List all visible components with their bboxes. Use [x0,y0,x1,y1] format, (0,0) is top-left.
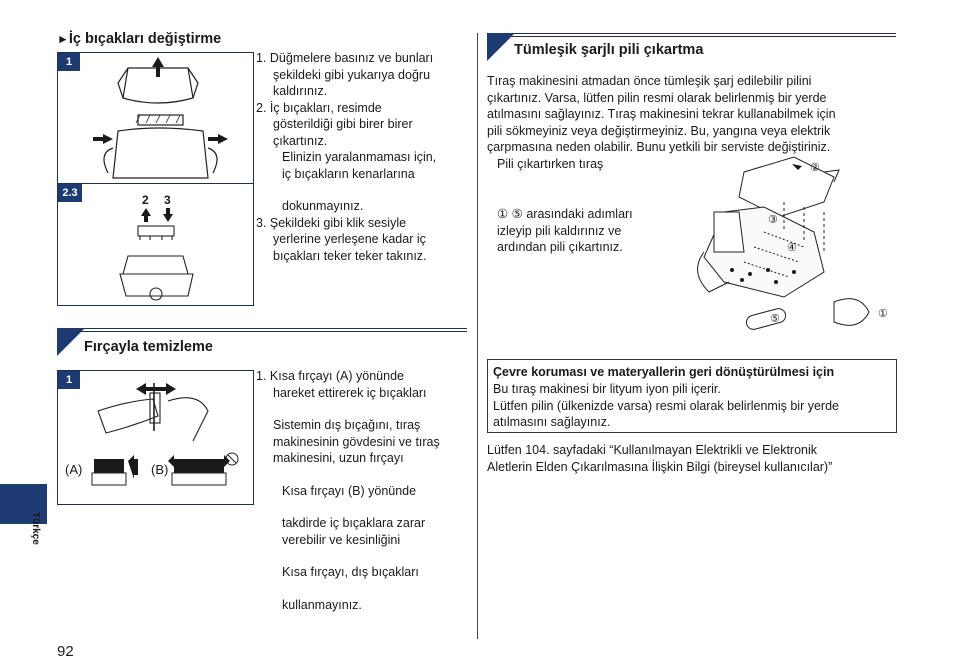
step-line: hareket ettirerek iç bıçakları [273,385,427,400]
step-line: Kısa fırçayı (B) yönünde [282,483,417,498]
section-title: İç bıçakları değiştirme [68,31,222,47]
callout-3: ③ [768,214,778,226]
figure-badge: 1 [58,53,80,71]
step-line: kaldırınız. [273,84,328,98]
section-title-battery: Tümleşik şarjlı pili çıkartma [514,42,704,58]
figure-badge: 2.3 [58,184,82,202]
para-line: çıkartınız. Varsa, lütfen pilin resmi olarak belirlenmiş bir yerde [487,90,827,105]
step-line: bıçakları teker teker takınız. [273,248,427,263]
figure-panel-brush [57,370,254,505]
callout-2: ② [810,162,820,174]
figure-label-3: 3 [164,193,171,207]
env-box-title: Çevre koruması ve materyallerin geri dönüştürülmesi için [493,365,835,379]
page-number: 92 [57,643,74,660]
heading-triangle [57,328,85,356]
step-line: kullanmayınız. [282,597,362,612]
label-a: (A) [65,462,83,477]
step-line: çıkartınız. [273,133,328,148]
step-line: Sistemin dış bıçağını, tıraş [273,418,421,432]
para-line: pili sökmeyiniz veya değiştirmeyiniz. Bu, yangına veya elektrik [487,123,831,138]
env-line: Lütfen pilin (ülkenizde varsa) resmi olarak belirlenmiş bir yerde [493,398,839,413]
language-label: Türkçe [30,512,41,545]
step-line: 1. Düğmelere basınız ve bunları [256,51,434,65]
battery-step-text [497,206,677,256]
figure-panel-1 [57,52,254,185]
step-line: yerlerine yerleşene kadar iç [273,232,426,246]
step-line: şekildeki gibi yukarıya doğru [273,67,431,82]
step-line: izleyip pili kaldırınız ve [497,223,622,238]
footer-note [487,442,897,475]
shaver-head-lift-illustration [58,53,253,184]
step-line: dokunmayınız. [282,199,364,213]
brush-cleaning-steps [256,368,471,613]
note-line: Lütfen 104. sayfadaki “Kullanılmayan Elektrikli ve Elektronik [487,443,818,457]
figure-label-2: 2 [142,193,149,207]
callout-4: ④ [787,242,797,254]
heading-rule [487,36,896,37]
heading-rule [487,33,896,34]
step-line: takdirde iç bıçaklara zarar [282,516,426,530]
label-b: (B) [151,462,169,477]
note-line: Aletlerin Elden Çıkarılmasına İlişkin Bilgi (bireysel kullanıcılar)” [487,459,833,474]
step-line: Elinizin yaralanmaması için, [282,150,437,164]
step-line: verebilir ve kesinliğini [282,532,401,547]
environment-info-box [487,359,897,433]
blade-replace-steps [256,50,471,264]
figure-badge: 1 [58,371,80,389]
figure-panel-2-3 [57,183,254,306]
step-line: 3. Şekildeki gibi klik sesiyle [256,215,407,230]
step-line: iç bıçakların kenarlarına [282,166,415,181]
section-title-brush: Fırçayla temizleme [84,339,213,355]
step-line: Kısa fırçayı, dış bıçakları [282,565,419,579]
heading-rule [57,328,467,329]
brush-cleaning-illustration [58,371,253,504]
para-line: atılmasını sağlayınız. Tıraş makinesini tekrar kullanabilmek için [487,107,836,121]
column-divider [477,33,478,639]
step-line: ① ⑤ arasındaki adımları [497,207,633,221]
step-line: 1. Kısa fırçayı (A) yönünde [256,369,404,383]
env-line: atılmasını sağlayınız. [493,415,611,429]
step-line: gösterildiği gibi birer birer [273,117,413,131]
para-line: çarpmasına neden olabilir. Bunu yetkili bir serviste değiştiriniz. [487,140,831,154]
para-line: Tıraş makinesini atmadan önce tümleşik şarj edilebilir pilini [487,74,812,88]
step-line: ardından pili çıkartınız. [497,240,623,254]
callout-5: ⑤ [770,313,780,325]
step-line: makinesinin gövdesini ve tıraş [273,434,440,449]
inner-blade-illustration [58,184,253,305]
callout-1: ① [878,308,888,320]
heading-rule [57,331,467,332]
heading-triangle [487,33,515,61]
battery-removal-paragraph [487,73,897,156]
step-line: 2. İç bıçakları, resimde [256,100,382,115]
section-heading-blade-replace [57,31,221,47]
battery-pili-line: Pili çıkartırken tıraş [497,157,604,171]
step-line: makinesini, uzun fırçayı [273,451,404,465]
arrow-marker-icon: ► [57,32,69,46]
env-box-body [493,381,839,431]
env-line: Bu tıraş makinesi bir lityum iyon pili içerir. [493,382,721,396]
